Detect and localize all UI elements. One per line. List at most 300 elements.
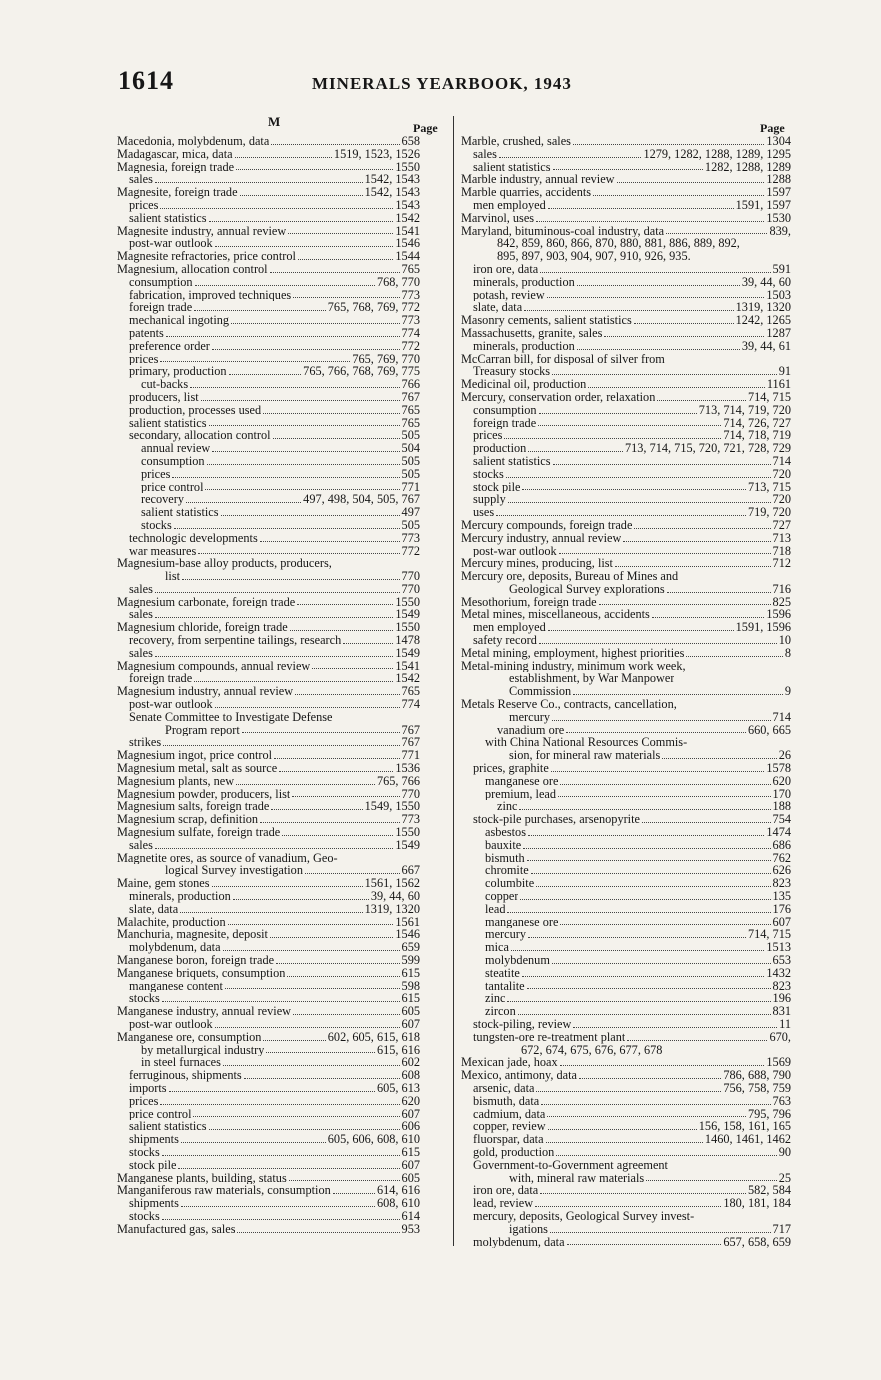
index-entry — [461, 941, 791, 954]
index-entry — [117, 916, 420, 929]
dot-leader — [194, 681, 393, 682]
index-entry-pages: 591 — [772, 261, 791, 276]
dot-leader — [209, 1129, 400, 1130]
index-entry — [117, 429, 420, 442]
index-entry — [117, 1005, 420, 1018]
dot-leader — [560, 1065, 765, 1066]
index-entry-pages: 953 — [401, 1221, 420, 1236]
index-entry-pages: 615, 616 — [376, 1042, 420, 1057]
index-entry-pages: 90 — [778, 1144, 791, 1159]
index-entry-pages: 657, 658, 659 — [723, 1234, 791, 1249]
index-entry-pages: 1282, 1288, 1289 — [704, 159, 791, 174]
dot-leader — [215, 246, 394, 247]
dot-leader — [577, 285, 740, 286]
index-entry-text: mica — [485, 941, 509, 954]
index-entry-text: safety record — [473, 634, 537, 647]
dot-leader — [558, 796, 771, 797]
index-entry-text: stocks — [129, 992, 160, 1006]
index-entry-pages: 1513 — [766, 940, 791, 955]
index-entry-pages: 582, 584 — [747, 1183, 791, 1198]
dot-leader — [646, 1180, 776, 1181]
index-entry-pages: 1591, 1597 — [735, 197, 791, 212]
dot-leader — [180, 912, 362, 913]
index-entry-text: Mercury compounds, foreign trade — [461, 518, 633, 532]
running-title: MINERALS YEARBOOK, 1943 — [312, 74, 572, 93]
index-entry — [117, 199, 420, 212]
index-entry-text: Magnesite, foreign trade — [117, 186, 238, 199]
index-entry-text: Marble industry, annual review — [461, 173, 615, 187]
index-entry — [461, 250, 791, 263]
index-entry — [461, 877, 791, 890]
index-entry — [461, 992, 791, 1005]
index-entry-text: molybdenum — [485, 954, 550, 967]
index-entry — [117, 327, 420, 340]
index-entry-text: McCarran bill, for disposal of silver from — [461, 352, 665, 366]
index-entry — [117, 1197, 420, 1210]
index-entry — [461, 736, 791, 749]
index-entry-text: list — [165, 570, 181, 583]
index-entry — [461, 365, 791, 378]
index-entry-text: vanadium ore — [497, 723, 565, 737]
dot-leader — [212, 349, 400, 350]
index-entry-pages: 720 — [772, 466, 791, 481]
index-entry-pages: 670, — [769, 1029, 791, 1044]
dot-leader — [209, 425, 400, 426]
dot-leader — [507, 912, 770, 913]
index-entry-pages: 653 — [772, 953, 791, 967]
index-entry-pages: 196 — [772, 991, 791, 1006]
index-entry-text: iron ore, data — [473, 262, 539, 276]
index-entry-pages: 770 — [401, 569, 420, 584]
dot-leader — [548, 208, 734, 209]
dot-leader — [270, 937, 393, 938]
index-entry-text: Metal-mining industry, minimum work week, — [461, 659, 686, 673]
index-entry — [117, 954, 420, 967]
index-entry — [117, 340, 420, 353]
index-entry — [461, 1018, 791, 1031]
dot-leader — [215, 707, 400, 708]
dot-leader — [522, 976, 765, 977]
dot-leader — [312, 668, 393, 669]
index-entry — [117, 1146, 420, 1159]
dot-leader — [221, 515, 400, 516]
index-entry-pages: 831 — [772, 1004, 791, 1019]
index-entry-text: asbestos — [485, 826, 526, 839]
index-entry-text: 842, 859, 860, 866, 870, 880, 881, 886, 889, 892, — [497, 237, 740, 251]
index-entry — [117, 442, 420, 455]
index-entry — [461, 813, 791, 826]
index-entry-text: Magnesium chloride, foreign trade — [117, 621, 288, 635]
index-entry-pages: 135 — [772, 889, 791, 904]
dot-leader — [686, 656, 782, 657]
index-entry-text: Manganese ore, consumption — [117, 1030, 262, 1044]
index-entry — [461, 404, 791, 417]
index-entry-pages: 773 — [401, 812, 420, 827]
index-entry-pages: 667 — [401, 863, 420, 878]
index-entry-pages: 26 — [778, 748, 791, 763]
index-entry-pages: 39, 44, 60 — [741, 274, 791, 289]
dot-leader — [298, 259, 394, 260]
index-entry — [461, 660, 791, 673]
dot-leader — [528, 937, 746, 938]
index-entry-pages: 615 — [401, 991, 420, 1006]
dot-leader — [182, 579, 400, 580]
index-entry-text: stock pile — [473, 480, 521, 494]
index-entry-pages: 605 — [401, 1004, 420, 1019]
dot-leader — [273, 438, 400, 439]
index-entry-text: Government-to-Government agreement — [473, 1158, 668, 1172]
index-entry — [117, 263, 420, 276]
index-entry — [461, 903, 791, 916]
index-entry-pages: 1561 — [395, 914, 420, 929]
dot-leader — [604, 336, 764, 337]
dot-leader — [662, 758, 776, 759]
index-entry-text: potash, review — [473, 288, 545, 302]
index-entry — [461, 353, 791, 366]
index-entry-text: strikes — [129, 736, 162, 750]
dot-leader — [236, 169, 393, 170]
index-entry — [117, 660, 420, 673]
index-entry-text: sales — [129, 646, 153, 660]
index-entry — [117, 276, 420, 289]
index-entry-pages: 770 — [401, 786, 420, 801]
index-entry — [117, 852, 420, 865]
index-entry — [461, 685, 791, 698]
index-entry — [461, 378, 791, 391]
index-entry — [461, 532, 791, 545]
index-entry — [461, 1236, 791, 1249]
index-entry — [461, 442, 791, 455]
index-entry-pages: 10 — [778, 633, 791, 648]
index-entry-pages: 765, 769, 770 — [352, 351, 420, 366]
index-entry — [117, 1056, 420, 1069]
index-entry — [117, 928, 420, 941]
dot-leader — [162, 1219, 400, 1220]
index-entry — [117, 250, 420, 263]
index-entry — [117, 417, 420, 430]
index-entry-text: igations — [509, 1222, 548, 1236]
index-entry-pages: 1596 — [766, 607, 791, 622]
index-entry-text: Manganese briquets, consumption — [117, 966, 286, 980]
index-entry-text: price control — [129, 1107, 192, 1121]
index-entry-text: stock-pile purchases, arsenopyrite — [473, 813, 640, 827]
index-entry — [461, 647, 791, 660]
dot-leader — [228, 924, 394, 925]
index-entry — [461, 980, 791, 993]
index-entry-pages: 766 — [401, 377, 420, 392]
index-entry-text: with, mineral raw materials — [509, 1171, 645, 1185]
index-entry-pages: 620 — [772, 773, 791, 788]
index-entry — [117, 826, 420, 839]
dot-leader — [155, 182, 363, 183]
index-entry-text: Magnesium-base alloy products, producers, — [117, 557, 332, 571]
index-entry-text: tungsten-ore re-treatment plant — [473, 1030, 626, 1044]
dot-leader — [536, 1091, 721, 1092]
dot-leader — [266, 1052, 375, 1053]
index-entry-text: post-war outlook — [129, 237, 213, 251]
index-entry-text: Magnesium salts, foreign trade — [117, 800, 270, 814]
dot-leader — [531, 873, 771, 874]
index-entry — [117, 237, 420, 250]
index-entry-pages: 1541 — [395, 223, 420, 238]
index-entry-text: sion, for mineral raw materials — [509, 749, 661, 763]
index-entry-pages: 91 — [778, 364, 791, 379]
dot-leader — [553, 169, 703, 170]
dot-leader — [297, 604, 393, 605]
dot-leader — [556, 1155, 776, 1156]
index-entry — [117, 506, 420, 519]
index-entry-text: stocks — [473, 467, 504, 481]
index-entry-text: Manganese plants, building, status — [117, 1171, 287, 1185]
index-entry-pages: 714 — [772, 709, 791, 724]
dot-leader — [527, 988, 771, 989]
index-entry-text: foreign trade — [473, 416, 537, 430]
index-entry — [117, 647, 420, 660]
index-entry — [461, 1133, 791, 1146]
index-entry-pages: 839, — [769, 223, 791, 238]
dot-leader — [599, 604, 771, 605]
index-entry-pages: 714, 715 — [747, 927, 791, 942]
index-entry-text: production — [473, 442, 527, 455]
dot-leader — [276, 963, 399, 964]
index-entry-pages: 602, 605, 615, 618 — [327, 1029, 420, 1044]
dot-leader — [518, 1014, 771, 1015]
dot-leader — [295, 694, 399, 695]
index-entry-pages: 660, 665 — [747, 722, 791, 737]
index-entry-pages: 795, 796 — [747, 1106, 791, 1121]
index-entry — [117, 148, 420, 161]
index-entry-pages: 608, 610 — [376, 1196, 420, 1211]
index-entry-pages: 1542 — [395, 671, 420, 686]
dot-leader — [162, 1001, 400, 1002]
index-entry-pages: 1460, 1461, 1462 — [704, 1132, 791, 1147]
dot-leader — [287, 976, 399, 977]
index-entry-text: minerals, production — [473, 339, 575, 353]
index-entry — [461, 1005, 791, 1018]
index-entry-text: Magnesium ingot, price control — [117, 749, 273, 763]
dot-leader — [560, 784, 770, 785]
dot-leader — [169, 1091, 375, 1092]
dot-leader — [506, 477, 771, 478]
index-entry-text: Magnesium compounds, annual review — [117, 659, 311, 673]
index-entry-pages: 773 — [401, 530, 420, 545]
index-entry-text: shipments — [129, 1197, 179, 1210]
dot-leader — [573, 694, 783, 695]
index-entry — [461, 762, 791, 775]
dot-leader — [212, 886, 363, 887]
dot-leader — [279, 771, 393, 772]
index-entry-pages: 39, 44, 60 — [370, 889, 420, 904]
dot-leader — [282, 835, 393, 836]
index-entry-pages: 1541 — [395, 658, 420, 673]
dot-leader — [519, 809, 770, 810]
index-entry — [461, 481, 791, 494]
index-entry-text: post-war outlook — [129, 698, 213, 711]
index-entry-text: premium, lead — [485, 787, 557, 801]
index-entry-text: lead, review — [473, 1197, 534, 1210]
index-entry-pages: 1591, 1596 — [735, 620, 791, 635]
index-entry-text: Commission — [509, 685, 572, 699]
index-entry — [117, 212, 420, 225]
dot-leader — [527, 860, 771, 861]
index-entry-text: Magnesium plants, new — [117, 774, 235, 788]
dot-leader — [260, 541, 400, 542]
index-entry-text: Magnesium sulfate, foreign trade — [117, 826, 281, 839]
index-entry-pages: 607 — [401, 1106, 420, 1121]
dot-leader — [652, 617, 765, 618]
index-entry-text: stock pile — [129, 1158, 177, 1172]
index-entry — [117, 711, 420, 724]
index-entry-text: Geological Survey explorations — [509, 582, 665, 596]
dot-leader — [520, 899, 770, 900]
dot-leader — [198, 553, 399, 554]
dot-leader — [547, 1116, 746, 1117]
index-entry — [117, 749, 420, 762]
index-entry-pages: 765 — [401, 684, 420, 699]
index-entry-text: Magnesium industry, annual review — [117, 685, 294, 699]
dot-leader — [528, 835, 764, 836]
dot-leader — [201, 400, 400, 401]
dot-leader — [292, 796, 399, 797]
index-entry — [117, 992, 420, 1005]
index-entry-text: fluorspar, data — [473, 1133, 544, 1146]
index-entry-text: cadmium, data — [473, 1107, 546, 1121]
index-entry-pages: 1569 — [766, 1055, 791, 1070]
index-entry-text: chromite — [485, 864, 529, 878]
index-entry-text: salient statistics — [473, 454, 551, 468]
index-entry-pages: 497 — [401, 505, 420, 520]
index-entry — [117, 545, 420, 558]
page-number: 1614 — [118, 66, 174, 95]
index-entry-pages: 170 — [772, 786, 791, 801]
index-entry-pages: 8 — [784, 645, 791, 660]
dot-leader — [223, 950, 400, 951]
index-entry — [117, 301, 420, 314]
index-entry-text: stock-piling, review — [473, 1017, 572, 1031]
index-entry-pages: 1474 — [766, 825, 791, 840]
dot-leader — [552, 374, 777, 375]
index-entry-text: price control — [141, 480, 204, 494]
dot-leader — [560, 924, 770, 925]
dot-leader — [550, 1232, 771, 1233]
index-entry-text: stocks — [141, 518, 172, 532]
index-entry — [461, 237, 791, 250]
index-entry-pages: 1549, 1550 — [364, 799, 420, 814]
index-entry-pages: 598 — [401, 978, 420, 993]
dot-leader — [190, 387, 399, 388]
column-divider — [453, 116, 454, 1246]
index-entry-pages: 1550 — [395, 159, 420, 174]
index-entry — [461, 800, 791, 813]
index-entry-text: Malachite, production — [117, 915, 226, 929]
index-entry — [117, 519, 420, 532]
left-index-column — [117, 135, 420, 1236]
index-entry — [117, 1044, 420, 1057]
index-entry — [117, 1095, 420, 1108]
index-entry-text: Manganiferous raw materials, consumption — [117, 1184, 331, 1198]
index-entry — [461, 212, 791, 225]
dot-leader — [155, 592, 400, 593]
index-entry-text: arsenic, data — [473, 1081, 535, 1095]
index-entry-pages: 771 — [401, 479, 420, 494]
index-entry-text: Magnetite ores, as source of vanadium, Geo- — [117, 851, 338, 865]
index-entry-text: preference order — [129, 339, 210, 353]
index-entry-pages: 1319, 1320 — [735, 300, 791, 315]
dot-leader — [566, 732, 746, 733]
index-entry-text: foreign trade — [129, 672, 193, 686]
index-entry-text: Maryland, bituminous-coal industry, data — [461, 224, 665, 238]
index-entry-text: patents — [129, 326, 164, 340]
index-entry-text: consumption — [473, 403, 537, 417]
dot-leader — [263, 1040, 325, 1041]
index-entry — [117, 621, 420, 634]
index-entry — [117, 608, 420, 621]
index-entry-text: recovery, from serpentine tailings, research — [129, 634, 342, 647]
dot-leader — [511, 950, 765, 951]
index-entry — [117, 1018, 420, 1031]
index-entry — [117, 1069, 420, 1082]
dot-leader — [593, 195, 764, 196]
dot-leader — [163, 745, 399, 746]
index-entry-text: annual review — [141, 442, 211, 455]
index-entry — [461, 468, 791, 481]
index-entry-text: 895, 897, 903, 904, 907, 910, 926, 935. — [497, 250, 691, 263]
dot-leader — [178, 1168, 399, 1169]
index-entry — [461, 161, 791, 174]
dot-leader — [499, 157, 642, 158]
index-entry-pages: 1549 — [395, 837, 420, 852]
index-entry-text: Mexico, antimony, data — [461, 1069, 577, 1082]
index-entry-pages: 180, 181, 184 — [723, 1196, 791, 1211]
index-entry-pages: 765 — [401, 402, 420, 417]
dot-leader — [293, 297, 399, 298]
index-entry-text: supply — [473, 493, 506, 507]
index-entry-text: Metals Reserve Co., contracts, cancellation, — [461, 698, 677, 711]
index-entry-text: sales — [473, 147, 497, 161]
dot-leader — [548, 1129, 697, 1130]
index-entry-pages: 1432 — [766, 965, 791, 980]
index-entry-text: Magnesium powder, producers, list — [117, 787, 291, 801]
index-entry-text: salient statistics — [129, 1120, 207, 1134]
index-entry-pages: 605, 606, 608, 610 — [327, 1132, 420, 1147]
index-entry — [461, 1146, 791, 1159]
dot-leader — [552, 720, 771, 721]
index-entry — [461, 263, 791, 276]
dot-leader — [174, 528, 400, 529]
index-entry-pages: 1503 — [766, 287, 791, 302]
index-entry-text: men employed — [473, 198, 546, 212]
index-entry — [117, 762, 420, 775]
index-entry-text: mechanical ingoting — [129, 314, 230, 327]
index-entry-text: ferruginous, shipments — [129, 1069, 242, 1082]
index-entry-pages: 1546 — [395, 236, 420, 251]
index-entry — [461, 775, 791, 788]
dot-leader — [160, 208, 393, 209]
index-entry-pages: 762 — [772, 850, 791, 865]
index-entry-text: steatite — [485, 966, 520, 980]
dot-leader — [547, 297, 765, 298]
dot-leader — [508, 502, 771, 503]
index-entry-pages: 1561, 1562 — [364, 876, 420, 891]
index-entry-pages: 9 — [784, 684, 791, 699]
index-entry-pages: 767 — [401, 722, 420, 737]
index-entry-text: prices — [129, 198, 159, 212]
index-entry-pages: 615 — [401, 1144, 420, 1159]
index-entry-pages: 765, 768, 769, 772 — [327, 300, 420, 315]
index-entry — [117, 890, 420, 903]
index-entry-pages: 765, 766, 768, 769, 775 — [303, 364, 420, 379]
index-entry-text: prices — [473, 429, 503, 443]
